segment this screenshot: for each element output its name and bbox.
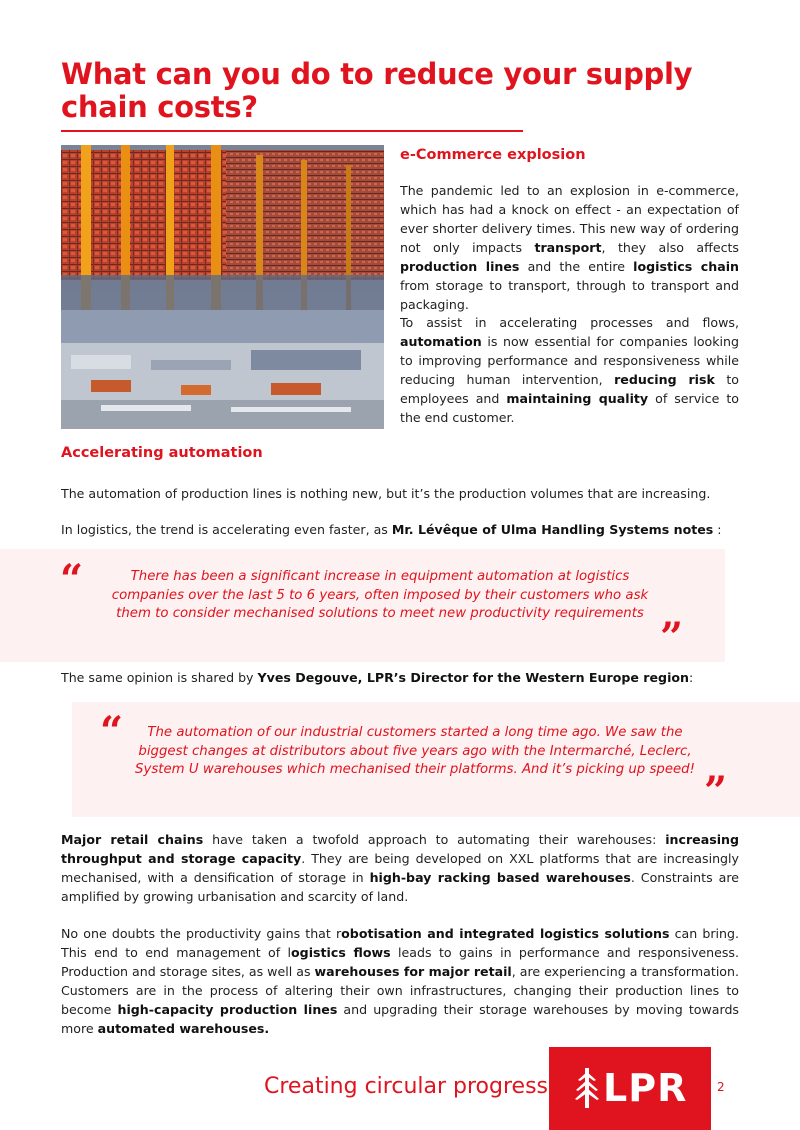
footer-slogan: Creating circular progress	[264, 1074, 548, 1099]
ecommerce-paragraph-1: The pandemic led to an explosion in e-commerce, which has had a knock on effect - an expectation of ever shorter delivery times. This new way of ordering not only impacts transport, they also affects production lines and the entire logistics chain from storage to transport, through to transport and packaging.	[400, 183, 739, 312]
automation-paragraph-4: Major retail chains have taken a twofold approach to automating their warehouses: increasing throughput and storage capacity. They are being developed on XXL platforms that are increasingly mechanised, with a densification of storage in high-bay racking based warehouses. Constraints are amplified by growing urbanisation and scarcity of land.	[61, 832, 739, 904]
warehouse-photo	[61, 145, 384, 429]
open-quote-icon: “	[60, 556, 84, 603]
page-number: 2	[717, 1080, 725, 1094]
open-quote-icon: “	[100, 708, 124, 755]
section-heading-ecommerce: e-Commerce explosion	[400, 147, 586, 163]
automation-paragraph-5: No one doubts the productivity gains that robotisation and integrated logistics solutions can bring. This end to end management of logistics flows leads to gains in performance and responsiveness. Production and storage sites, as well as warehouses for major retail, are experiencing a transformation. Customers are in the process of altering their own infrastructures, changing their production lines to become high-capacity production lines and upgrading their storage warehouses by moving towards more automated warehouses.	[61, 926, 740, 1036]
close-quote-icon: ”	[660, 614, 684, 661]
quote-1-text: There has been a significant increase in equipment automation at logistics companies over the last 5 to 6 years, often imposed by their customers who ask them to consider mechanised solutions to meet new productivity requirements	[111, 569, 649, 621]
close-quote-icon: ”	[704, 768, 728, 815]
title-divider	[61, 130, 523, 132]
quote-2-text: The automation of our industrial customers started a long time ago. We saw the biggest changes at distributors about five years ago with the Intermarché, Leclerc, System U warehouses which mechanised their platforms. And it’s picking up speed!	[135, 725, 695, 777]
automation-paragraph-1: The automation of production lines is nothing new, but it’s the production volumes that are increasing.	[61, 486, 711, 501]
section-heading-automation: Accelerating automation	[61, 445, 263, 461]
automation-paragraph-2: In logistics, the trend is accelerating even faster, as Mr. Lévêque of Ulma Handling Systems notes :	[61, 522, 722, 537]
page-title: What can you do to reduce your supply chain costs?	[61, 57, 693, 124]
ecommerce-paragraph-2: To assist in accelerating processes and flows, automation is now essential for companies looking to improving performance and responsiveness while reducing human intervention, reducing risk to employees and maintaining quality of service to the end customer.	[400, 315, 740, 425]
automation-paragraph-3: The same opinion is shared by Yves Degouve, LPR’s Director for the Western Europe region:	[61, 670, 694, 685]
lpr-logo-text: LPR	[603, 1066, 688, 1110]
lpr-tree-logo-icon	[574, 1068, 600, 1108]
